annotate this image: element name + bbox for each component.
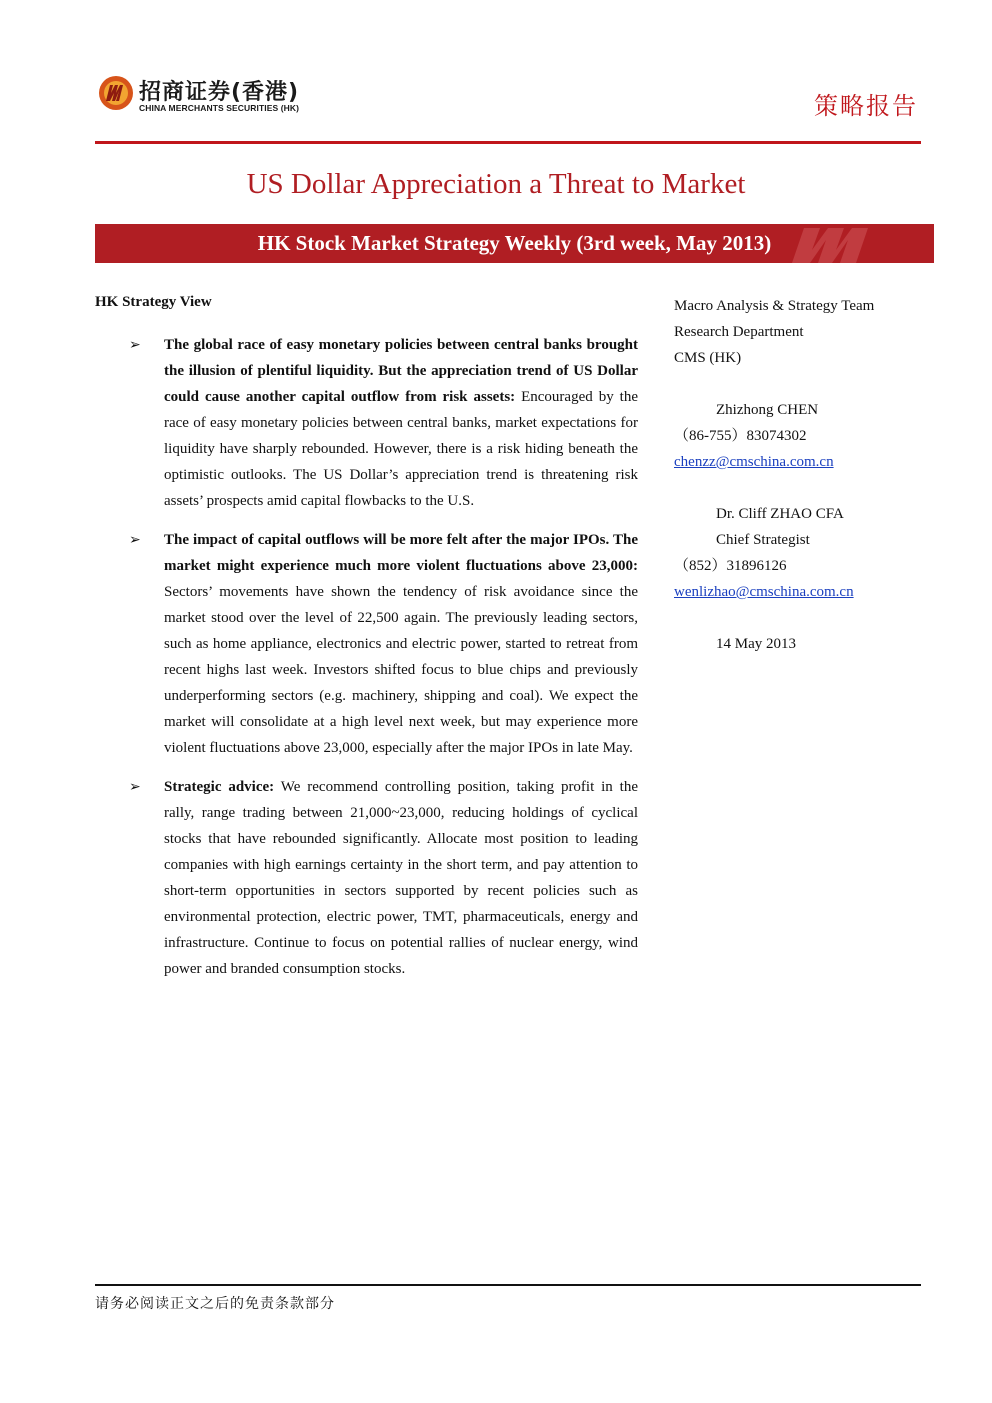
footer-divider — [95, 1284, 921, 1286]
logo-english-name: CHINA MERCHANTS SECURITIES (HK) — [139, 103, 300, 113]
bullet-item — [95, 774, 638, 982]
cms-logo-icon — [97, 73, 135, 113]
bullet-lead: Strategic advice: — [164, 779, 275, 795]
report-type-label: 策略报告 — [814, 92, 918, 120]
strategy-view-section — [95, 294, 638, 995]
banner-title: HK Stock Market Strategy Weekly (3rd week, May 2013) — [257, 231, 772, 255]
analyst-phone: （852）31896126 — [674, 558, 787, 574]
bullet-body: We recommend controlling position, taking profit in the rally, range trading between 21,000~23,000, reducing holdings of cyclical stocks that have rebounded significantly. Allocate most position to leading companies with high earnings certainty in the short term, and pay attention to short-term opportunities in sectors supported by recent policies such as environmental protection, electric power, TMT, pharmaceuticals, energy and infrastructure. Continue to focus on potential rallies of nuclear energy, wind power and branded consumption stocks. — [164, 779, 638, 977]
analyst-phone: （86-755）83074302 — [674, 428, 807, 444]
bullet-lead: The impact of capital outflows will be more felt after the major IPOs. The market might experience much more violent fluctuations above 23,000: — [164, 532, 638, 574]
bullet-lead: The global race of easy monetary policies between central banks brought the illusion of plentiful liquidity. But the appreciation trend of US Dollar could cause another capital outflow from risk assets: — [164, 337, 638, 405]
arrowhead-bullet-icon: ➢ — [129, 337, 141, 353]
analyst-email-link[interactable]: chenzz@cmschina.com.cn — [674, 454, 834, 470]
arrowhead-bullet-icon: ➢ — [129, 532, 141, 548]
analyst-title: Chief Strategist — [716, 532, 810, 548]
section-heading: HK Strategy View — [95, 294, 212, 310]
arrowhead-bullet-icon: ➢ — [129, 779, 141, 795]
logo-chinese-name: 招商证券(香港) — [139, 80, 300, 105]
analyst-name: Zhizhong CHEN — [716, 402, 819, 418]
firm-name: CMS (HK) — [674, 350, 742, 366]
bullet-body: Sectors’ movements have shown the tendency of risk avoidance since the market stood over the level of 22,500 again. The previously leading sectors, such as home appliance, electronics and electric power, started to retreat from recent highs last week. Investors shifted focus to blue chips and previously underperforming sectors (e.g. machinery, shipping and coal). We expect the market will consolidate at a high level next week, but may experience more violent fluctuations above 23,000, especially after the major IPOs in late May. — [164, 584, 638, 756]
team-name: Macro Analysis & Strategy Team — [674, 298, 875, 314]
analyst-email-link[interactable]: wenlizhao@cmschina.com.cn — [674, 584, 854, 600]
page-title: US Dollar Appreciation a Threat to Market — [246, 168, 746, 200]
bullet-item — [95, 332, 638, 514]
subtitle-banner — [95, 224, 934, 263]
bullet-item — [95, 527, 638, 761]
report-date: 14 May 2013 — [716, 636, 796, 652]
footer-disclaimer: 请务必阅读正文之后的免责条款部分 — [95, 1296, 335, 1312]
bullet-body: Encouraged by the race of easy monetary policies between central banks, market expectations for liquidity have sharply rebounded. However, there is a risk hiding beneath the optimistic outlooks. The US Dollar’s appreciation trend is threatening risk assets’ prospects amid capital flowbacks to the U.S. — [164, 389, 638, 509]
header-divider — [95, 141, 921, 144]
company-logo — [97, 73, 317, 119]
department-name: Research Department — [674, 324, 804, 340]
analyst-name: Dr. Cliff ZHAO CFA — [716, 506, 844, 522]
author-sidebar — [674, 293, 934, 657]
